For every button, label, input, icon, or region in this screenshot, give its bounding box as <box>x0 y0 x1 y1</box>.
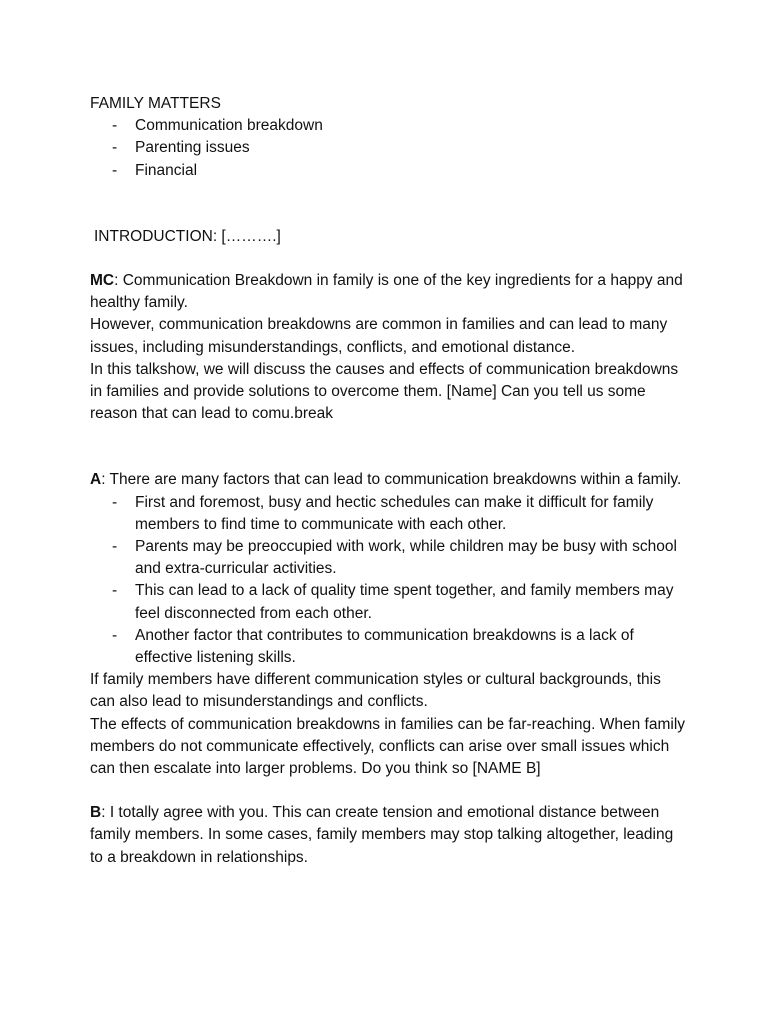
a-section <box>90 469 690 780</box>
document-title: FAMILY MATTERS <box>90 95 221 112</box>
mc-paragraph-text: : Communication Breakdown in family is one of the key ingredients for a happy and healthy family. <box>90 272 683 312</box>
topic-list <box>90 115 690 182</box>
topic-item <box>90 137 690 159</box>
spacer <box>90 425 690 469</box>
bullet-marker: - <box>112 626 118 644</box>
a-point <box>90 492 690 536</box>
document-page <box>90 93 690 869</box>
speaker-label-b: B <box>90 804 102 822</box>
spacer <box>90 182 690 226</box>
a-point <box>90 536 690 580</box>
a-point-text: Parents may be preoccupied with work, while children may be busy with school and extra-curricular activities. <box>135 538 677 578</box>
a-point-text: Another factor that contributes to communication breakdowns is a lack of effective listening skills. <box>135 626 634 667</box>
b-paragraph-text: : I totally agree with you. This can create tension and emotional distance between family members. In some cases, family members may stop talking altogether, leading to a breakdown in relationships. <box>90 804 674 866</box>
bullet-marker: - <box>112 117 118 135</box>
speaker-label-a: A <box>90 471 102 489</box>
introduction-line: INTRODUCTION: [……….] <box>94 227 281 245</box>
mc-paragraph: In this talkshow, we will discuss the causes and effects of communication breakdowns in families and provide solutions to overcome them. [Name] Can you tell us some reason that can lead to comu.break <box>90 360 679 423</box>
a-point <box>90 580 690 624</box>
topic-item <box>90 115 690 137</box>
speaker-label-mc: MC <box>90 272 115 290</box>
topic-text: Parenting issues <box>135 139 250 157</box>
a-paragraph: The effects of communication breakdowns in families can be far-reaching. When family members do not communicate effectively, conflicts can arise over small issues which can then escalate into larger problems. Do you think so [NAME B] <box>90 715 686 778</box>
a-point-text: This can lead to a lack of quality time spent together, and family members may feel disconnected from each other. <box>135 582 674 622</box>
spacer <box>90 780 690 802</box>
a-point-text: First and foremost, busy and hectic schedules can make it difficult for family members to find time to communicate with each other. <box>135 493 654 533</box>
bullet-marker: - <box>112 161 118 179</box>
mc-paragraph <box>90 270 690 314</box>
bullet-marker: - <box>112 493 118 511</box>
a-point <box>90 625 690 669</box>
bullet-marker: - <box>112 538 118 556</box>
mc-section <box>90 270 690 425</box>
topic-text: Communication breakdown <box>135 117 323 135</box>
bullet-marker: - <box>112 139 118 157</box>
topic-text: Financial <box>135 161 198 179</box>
spacer <box>90 248 690 270</box>
topic-item <box>90 160 690 182</box>
a-paragraph: If family members have different communication styles or cultural backgrounds, this can also lead to misunderstandings and conflicts. <box>90 671 661 711</box>
mc-paragraph: However, communication breakdowns are common in families and can lead to many issues, including misunderstandings, conflicts, and emotional distance. <box>90 316 668 356</box>
bullet-marker: - <box>112 582 118 600</box>
b-paragraph <box>90 802 690 869</box>
a-point-list <box>90 492 690 670</box>
a-intro <box>90 469 690 491</box>
b-section <box>90 802 690 869</box>
a-intro-text: : There are many factors that can lead to communication breakdowns within a family. <box>101 471 682 489</box>
